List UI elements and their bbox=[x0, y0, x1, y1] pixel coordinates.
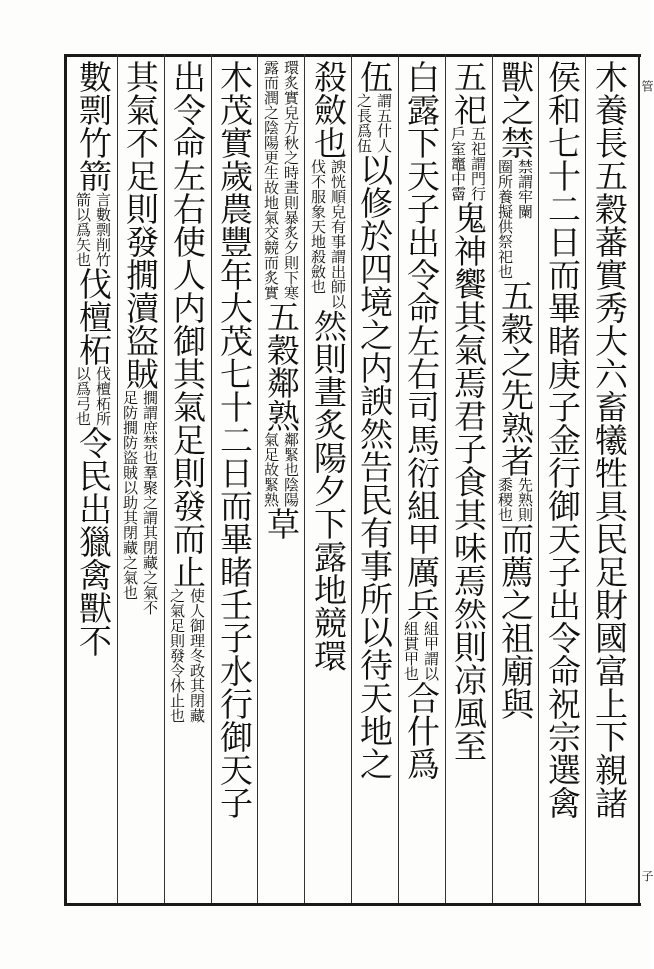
text-column bbox=[536, 60, 590, 896]
annotation-line: 露而潤之陰陽更生故地氣交競而炙實 bbox=[262, 60, 280, 300]
main-text: 五祀 bbox=[449, 60, 488, 126]
annotation-line: 使人御理冬政其閉藏 bbox=[188, 588, 206, 723]
main-text: 獸之禁 bbox=[496, 60, 535, 159]
main-text: 然則晝炙陽夕下露地競環 bbox=[309, 309, 348, 672]
text-column bbox=[348, 60, 402, 896]
main-text: 其氣不足則發撊瀆盜賊 bbox=[121, 60, 160, 390]
annotation-line: 伐不服象天地殺斂也 bbox=[309, 159, 327, 294]
main-text: 草 bbox=[262, 507, 301, 540]
main-text: 伐檀柘 bbox=[74, 267, 113, 366]
annotation bbox=[255, 432, 307, 507]
text-column bbox=[489, 60, 543, 896]
annotation bbox=[67, 192, 119, 267]
edge-mark: 子 bbox=[640, 870, 654, 882]
annotation-line: 伐檀柘所 bbox=[94, 366, 112, 426]
annotation-line: 以爲弓也 bbox=[74, 366, 92, 426]
annotation-line: 鄰緊也陰陽 bbox=[282, 432, 300, 507]
main-text: 五穀鄰熟 bbox=[262, 300, 301, 432]
text-column bbox=[67, 60, 121, 896]
main-text: 出令命左右使人内御其氣足則發而止 bbox=[168, 60, 207, 588]
main-text: 木茂實歲農豐年大茂七十二日而畢睹壬子水行御天子 bbox=[215, 60, 254, 819]
annotation-line: 圈所養擬供祭祀也 bbox=[496, 159, 514, 279]
annotation-line: 組甲謂以 bbox=[422, 621, 440, 681]
annotation bbox=[395, 621, 447, 681]
main-text: 數剽竹箭 bbox=[74, 60, 113, 192]
annotation bbox=[161, 588, 213, 723]
annotation-line: 五祀謂門行 bbox=[469, 126, 487, 201]
annotation bbox=[255, 60, 307, 300]
annotation-line: 撊謂庶禁也羣聚之謂其閉藏之氣不 bbox=[141, 390, 159, 615]
annotation-line: 黍稷也 bbox=[496, 477, 514, 522]
annotation-line: 之氣足則發令休止也 bbox=[168, 588, 186, 723]
annotation bbox=[489, 159, 541, 279]
main-text: 而薦之祖廟與 bbox=[496, 522, 535, 720]
text-column bbox=[208, 60, 262, 896]
text-column bbox=[161, 60, 215, 896]
annotation-line: 戶室竈中霤 bbox=[449, 126, 467, 201]
text-column bbox=[114, 60, 168, 896]
annotation-line: 環炙實皃方秋之時晝則暴炙夕則下寒 bbox=[282, 60, 300, 300]
text-column bbox=[302, 60, 356, 896]
annotation bbox=[489, 477, 541, 522]
annotation-line: 足防撊防盜賊以助其閉藏之氣也 bbox=[121, 390, 139, 600]
annotation bbox=[114, 390, 166, 615]
annotation-line: 言數剽削竹 bbox=[94, 192, 112, 267]
text-column bbox=[395, 60, 449, 896]
main-text: 鬼神饗其氣焉君子食其味焉然則凉風至 bbox=[449, 201, 488, 762]
main-text: 五穀之先熟者 bbox=[496, 279, 535, 477]
annotation-line: 組貫甲也 bbox=[402, 621, 420, 681]
annotation bbox=[442, 126, 494, 201]
main-text: 以修於四境之内諛然告民有事所以待天地之 bbox=[355, 153, 394, 780]
annotation-line: 禁謂牢闌 bbox=[516, 159, 534, 219]
text-column bbox=[255, 60, 309, 896]
annotation-line: 箭以爲矢也 bbox=[74, 192, 92, 267]
text-column bbox=[442, 60, 496, 896]
edge-mark: 管 bbox=[640, 80, 654, 92]
main-text: 白露下天子出令命左右司馬衍組甲厲兵 bbox=[402, 60, 441, 621]
page-edge bbox=[638, 54, 652, 903]
main-text: 伍 bbox=[355, 60, 394, 93]
annotation-line: 氣足故緊熟 bbox=[262, 432, 280, 507]
annotation-line: 先熟則 bbox=[516, 477, 534, 522]
main-text: 侯和七十二日而畢睹庚子金行御天子出令命祝宗選禽 bbox=[543, 60, 582, 819]
main-text: 合什爲 bbox=[402, 681, 441, 780]
main-text: 木養長五穀蕃實秀大六畜犧牲具民足財國富上下親諸 bbox=[590, 60, 629, 819]
annotation bbox=[302, 159, 354, 309]
annotation-line: 諛恍順皃有事謂出師以 bbox=[329, 159, 347, 309]
main-text: 令民出獵禽獸不 bbox=[74, 426, 113, 657]
annotation-line: 謂五什人 bbox=[375, 93, 393, 153]
text-column bbox=[583, 60, 637, 896]
annotation bbox=[67, 366, 119, 426]
main-text: 殺斂也 bbox=[309, 60, 348, 159]
annotation-line: 之長爲伍 bbox=[355, 93, 373, 153]
